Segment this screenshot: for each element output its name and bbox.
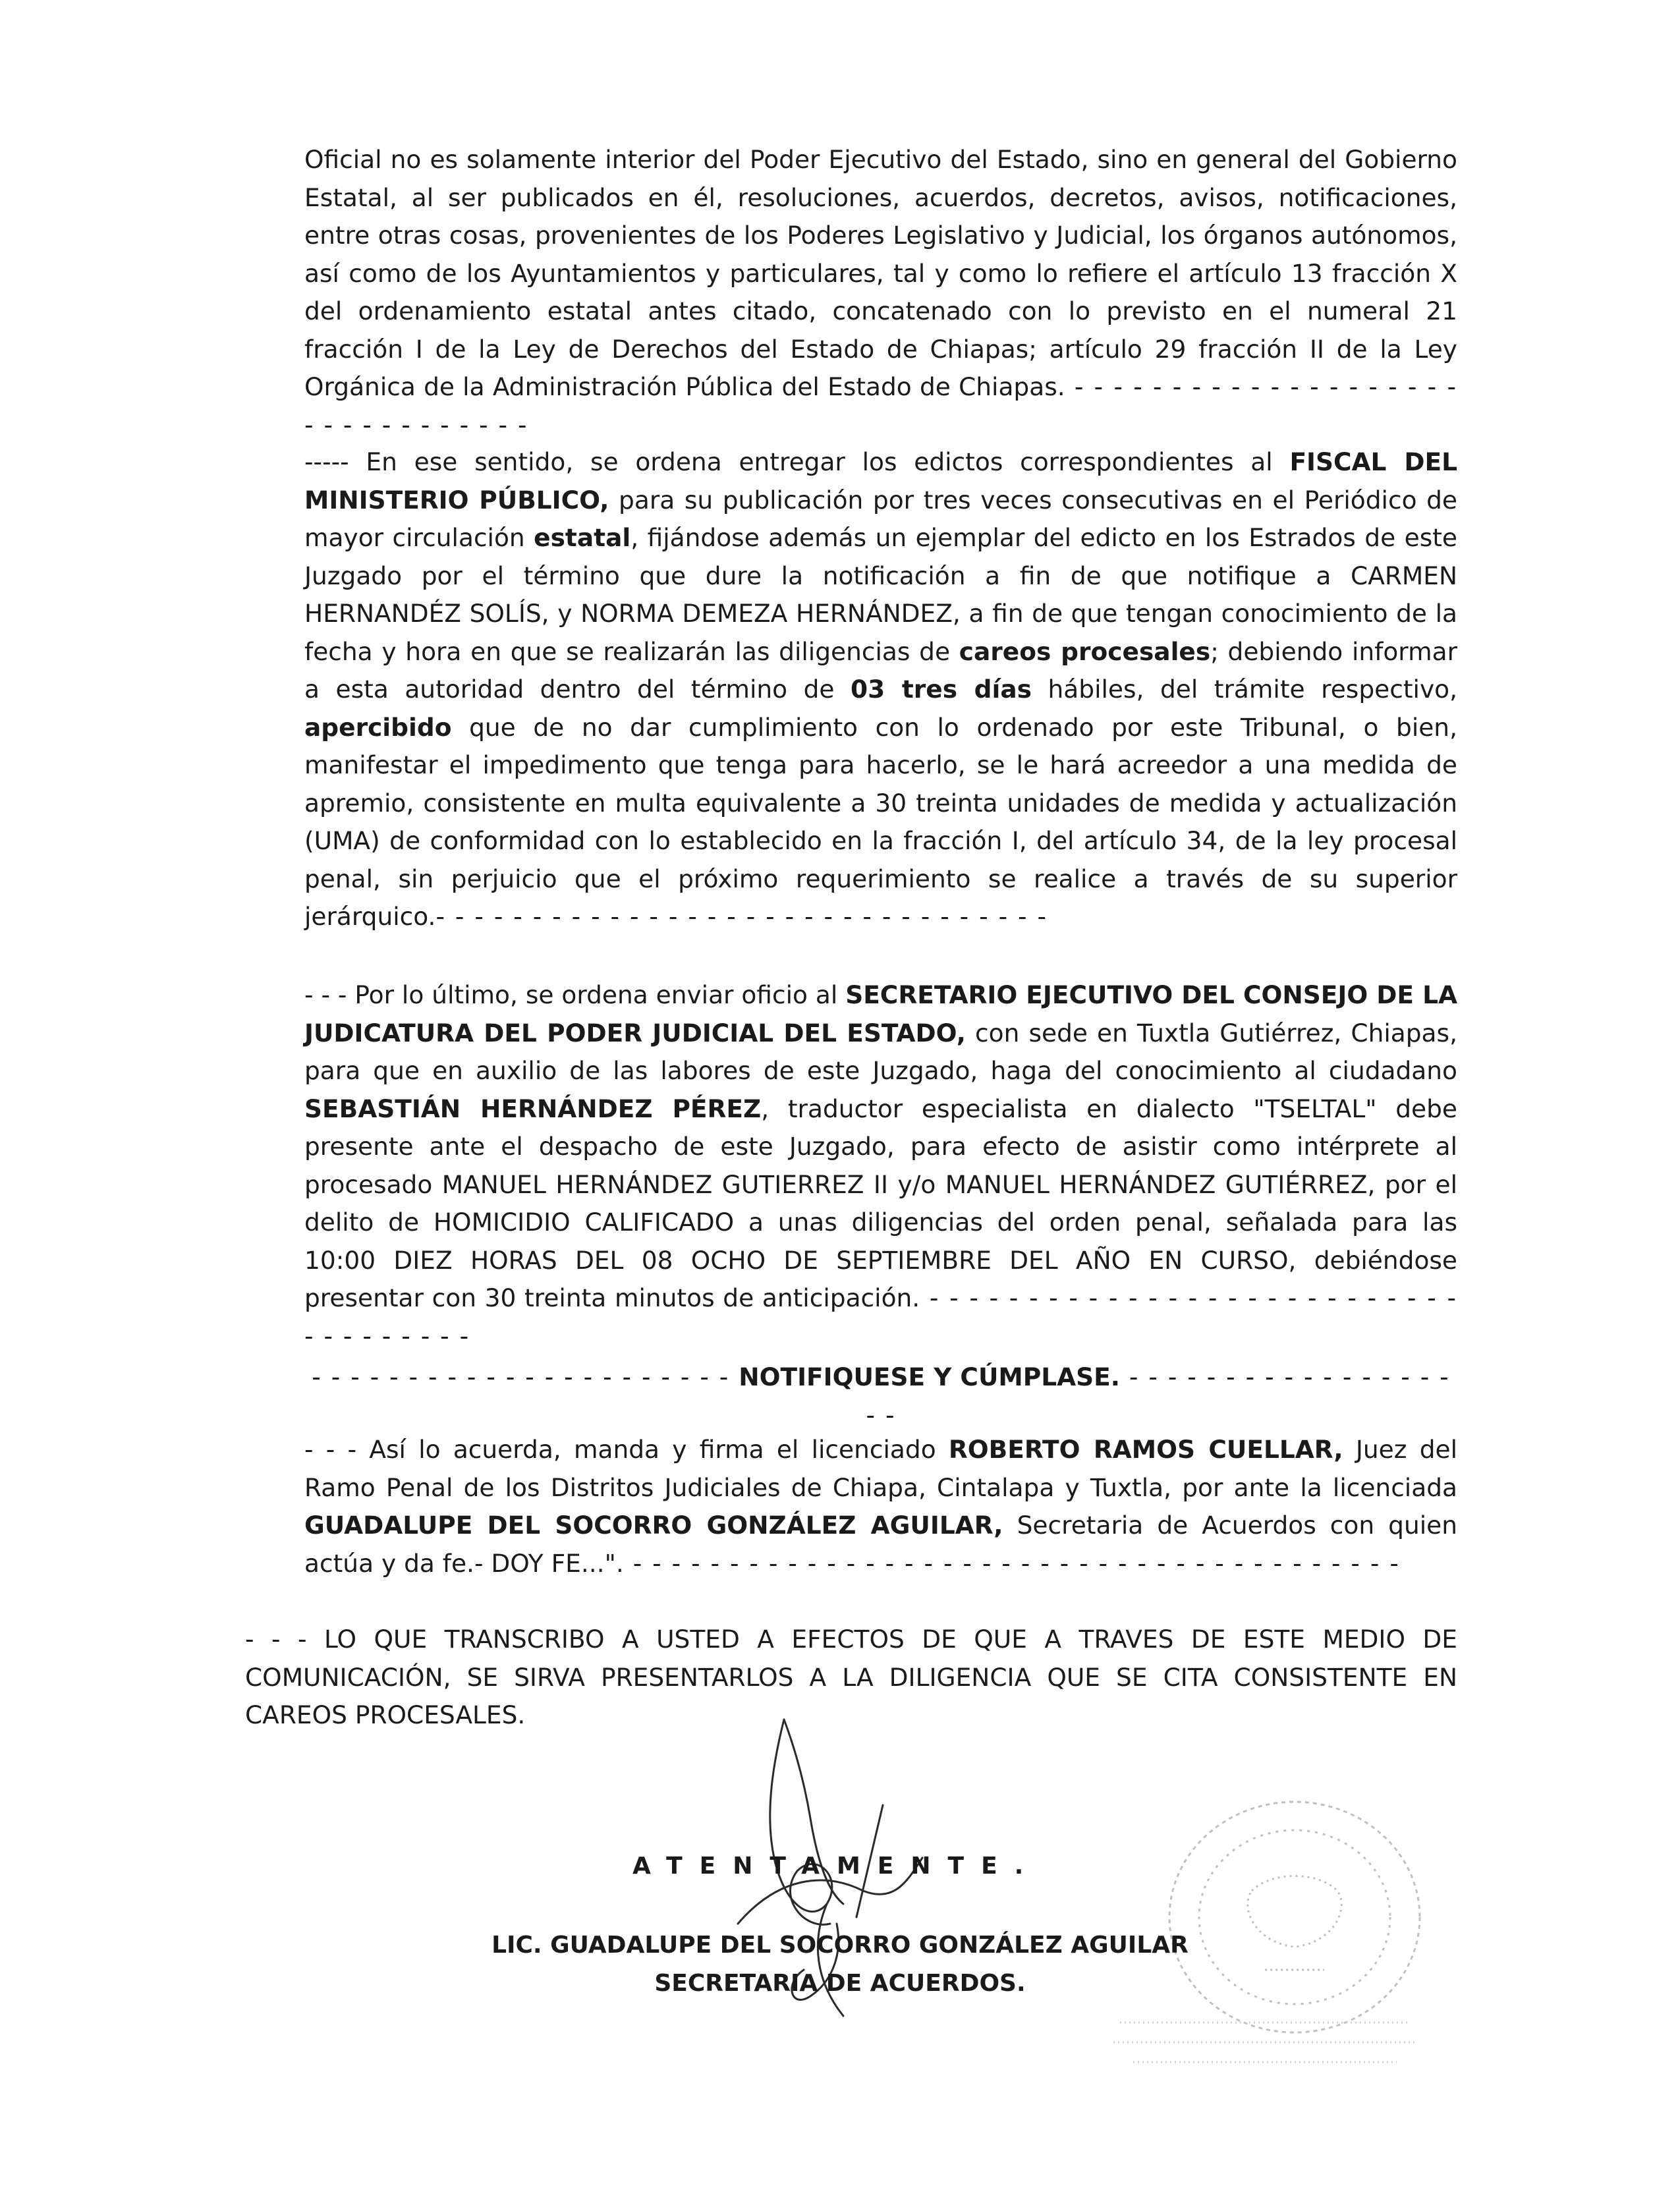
- signer-role: SECRETARIA DE ACUERDOS.: [654, 1970, 1026, 1997]
- filler-dashes: - - - - - - - - - - - - - - - - - - - - - - - - - - - - - - - -: [435, 902, 1048, 931]
- text-span: Juez del Ramo Penal de los Distritos Judiciales de Chiapa, Cintalapa y Tuxtla, por ante la licenciada: [304, 1435, 1457, 1502]
- text-span: , fijándose además un ejemplar del edicto en los Estrados de este Juzgado por el término que dure la notificación a fin de que notifique a CARMEN HERNANDÉZ SOLÍS, y NORMA DEMEZA HERNÁNDEZ, a fin de que tengan conocimiento de la fecha y hora en que se realizarán las diligencias de: [304, 523, 1458, 666]
- paragraph-edicts: [304, 443, 1457, 936]
- filler-dashes: - - - - - - - - - - - - - - - - - - - - - - - - - - - - - - - - - - - -: [304, 1283, 1457, 1351]
- notify-line: [304, 1358, 1457, 1434]
- bold-translator-name: SEBASTIÁN HERNÁNDEZ PÉREZ: [304, 1094, 762, 1123]
- paragraph-agreement: [304, 1431, 1457, 1582]
- stamp-smudge-icon: [1107, 2009, 1423, 2082]
- notify-label: NOTIFIQUESE Y CÚMPLASE.: [739, 1362, 1120, 1391]
- bold-secretary-name: GUADALUPE DEL SOCORRO GONZÁLEZ AGUILAR,: [304, 1511, 1003, 1540]
- text-span: hábiles, del trámite respectivo,: [1032, 675, 1457, 704]
- bold-fiscal: FISCAL DEL MINISTERIO PÚBLICO,: [304, 447, 1457, 515]
- paragraph-gazette: [304, 141, 1457, 444]
- text-span: , traductor especialista en dialecto "TSELTAL" debe presente ante el despacho de este Juzgado, para efecto de asistir como intérprete al procesado MANUEL HERNÁNDEZ GUTIERREZ II y/o MANUEL HERNÁNDEZ GUTIÉRREZ, por el delito de HOMICIDIO CALIFICADO a unas diligencias del orden penal, señalada para las 10:00 DIEZ HORAS DEL 08 OCHO DE SEPTIEMBRE DEL AÑO EN CURSO, debiéndose presentar con 30 treinta minutos de anticipación.: [304, 1094, 1457, 1312]
- bold-judge-name: ROBERTO RAMOS CUELLAR,: [948, 1435, 1343, 1464]
- filler-dashes: - - - - - - - - - - - - - - - - - - - - - - - - - - - - - - - - - - - - - - - -: [623, 1548, 1400, 1578]
- filler-dashes: - - - - - - - - - - - - - - - - - - -: [866, 1362, 1450, 1430]
- bold-term: 03 tres días: [851, 675, 1032, 704]
- text-span: - - - Por lo último, se ordena enviar oficio al: [304, 980, 846, 1009]
- text-span: con sede en Tuxtla Gutiérrez, Chiapas, para que en auxilio de las labores de este Juzgado, haga del conocimiento al ciudadano: [304, 1018, 1457, 1085]
- paragraph-translator: [304, 976, 1457, 1355]
- bold-secretario: SECRETARIO EJECUTIVO DEL CONSEJO DE LA JUDICATURA DEL PODER JUDICIAL DEL ESTADO,: [304, 980, 1457, 1048]
- paragraph-transcription-text: - - - LO QUE TRANSCRIBO A USTED A EFECTOS DE QUE A TRAVES DE ESTE MEDIO DE COMUNICACIÓN, SE SIRVA PRESENTARLOS A LA DILIGENCIA QUE SE CITA CONSISTENTE EN CAREOS PROCESALES.: [245, 1625, 1457, 1729]
- text-span: - - - Así lo acuerda, manda y firma el licenciado: [304, 1435, 949, 1464]
- text-span: para su publicación por tres veces consecutivas en el Periódico de mayor circulación: [304, 485, 1457, 552]
- signer-name: LIC. GUADALUPE DEL SOCORRO GONZÁLEZ AGUILAR: [491, 1932, 1189, 1959]
- bold-apercibido: apercibido: [304, 712, 452, 742]
- paragraph-gazette-text: Oficial no es solamente interior del Poder Ejecutivo del Estado, sino en general del Gobierno Estatal, al ser publicados en él, resoluciones, acuerdos, decretos, avisos, notificaciones, entre otras cosas, provenientes de los Poderes Legislativo y Judicial, los órganos autónomos, así como de los Ayuntamientos y particulares, tal y como lo refiere el artículo 13 fracción X del ordenamiento estatal antes citado, concatenado con lo previsto en el numeral 21 fracción I de la Ley de Derechos del Estado de Chiapas; artículo 29 fracción II de la Ley Orgánica de la Administración Pública del Estado de Chiapas.: [304, 145, 1457, 401]
- text-span: ; debiendo informar a esta autoridad dentro del término de: [304, 636, 1457, 704]
- filler-dashes: - - - - - - - - - - - - - - - - - - - - - - - - - - - - - - - -: [304, 372, 1457, 439]
- official-seal-icon: [1160, 1792, 1430, 2042]
- closing-atentamente: ATENTAMENTE.: [632, 1853, 1041, 1880]
- text-span: ----- En ese sentido, se ordena entregar los edictos correspondientes al: [304, 447, 1290, 476]
- text-span: que de no dar cumplimiento con lo ordenado por este Tribunal, o bien, manifestar el impedimento que tenga para hacerlo, se le hará acreedor a una medida de apremio, consistente en multa equivalente a 30 treinta unidades de medida y actualización (UMA) de conformidad con lo establecido en la fracción I, del artículo 34, de la ley procesal penal, sin perjuicio que el próximo requerimiento se realice a través de su superior jerárquico.: [304, 712, 1457, 931]
- filler-dashes: - - - - - - - - - - - - - - - - - - - - - -: [312, 1362, 739, 1391]
- bold-careos: careos procesales: [959, 636, 1211, 666]
- bold-estatal: estatal: [534, 523, 631, 552]
- text-span: Secretaria de Acuerdos con quien actúa y da fe.- DOY FE...".: [304, 1511, 1457, 1578]
